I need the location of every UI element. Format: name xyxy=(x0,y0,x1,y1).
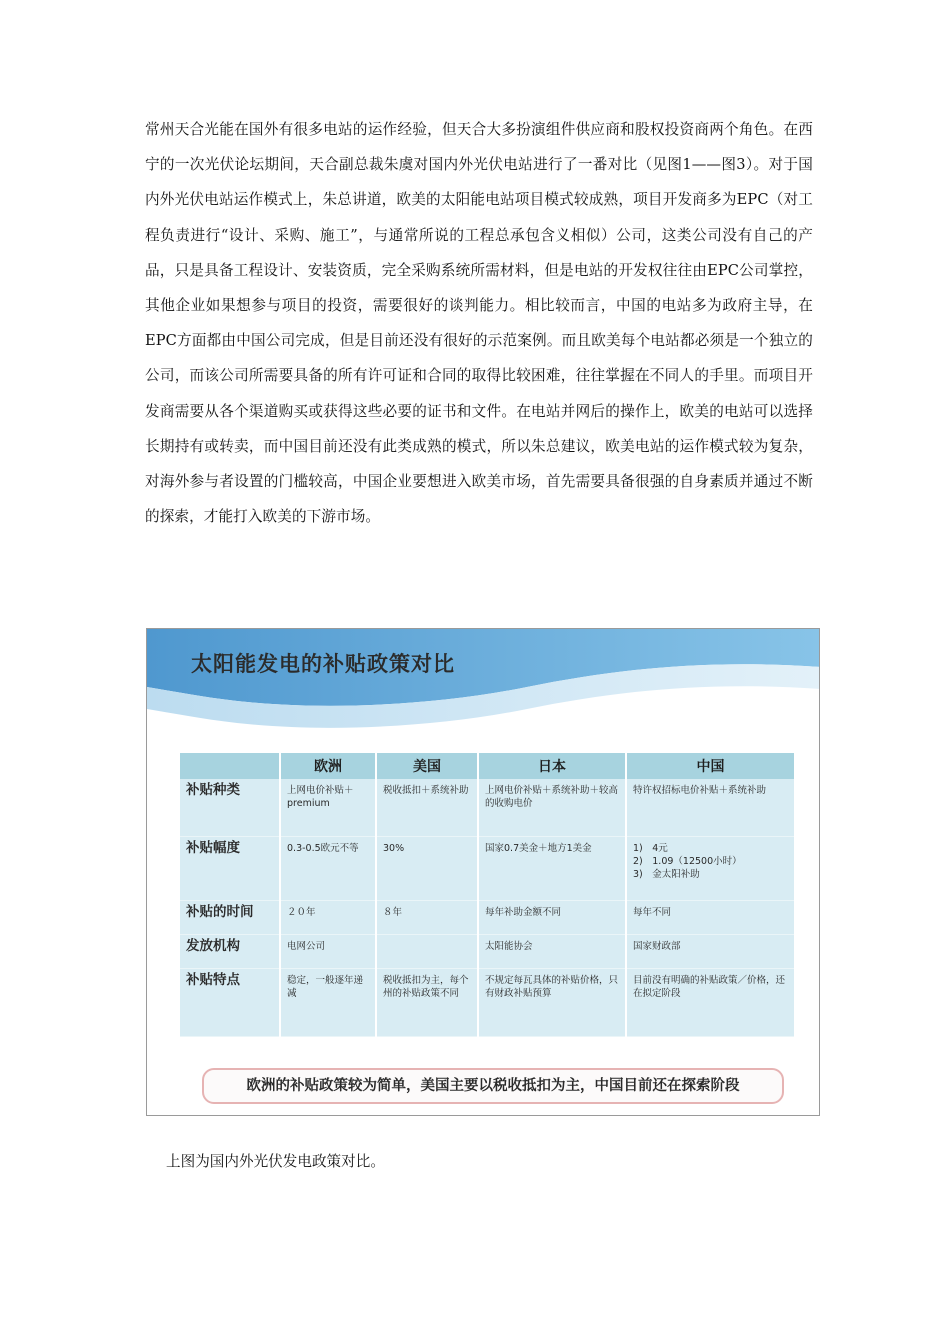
row-label: 补贴的时间 xyxy=(180,901,280,935)
table-cell: 税收抵扣＋系统补助 xyxy=(376,779,478,837)
table-header-cell: 美国 xyxy=(376,753,478,779)
table-cell: 税收抵扣为主，每个州的补贴政策不同 xyxy=(376,969,478,1037)
table-row xyxy=(180,969,795,1037)
table-cell xyxy=(376,935,478,969)
table-cell: 0.3-0.5欧元不等 xyxy=(280,837,376,901)
table-header-cell: 日本 xyxy=(478,753,626,779)
table-header-row xyxy=(180,753,795,779)
table-row xyxy=(180,901,795,935)
row-label: 补贴特点 xyxy=(180,969,280,1037)
table-cell: 上网电价补贴＋premium xyxy=(280,779,376,837)
table-cell: 上网电价补贴＋系统补助＋较高的收购电价 xyxy=(478,779,626,837)
table-cell: ８年 xyxy=(376,901,478,935)
figure-title: 太阳能发电的补贴政策对比 xyxy=(191,651,455,676)
row-label: 发放机构 xyxy=(180,935,280,969)
table-cell: 太阳能协会 xyxy=(478,935,626,969)
table-cell: 国家0.7美金＋地方1美金 xyxy=(478,837,626,901)
table-header-cell: 欧洲 xyxy=(280,753,376,779)
table-cell: 30% xyxy=(376,837,478,901)
table-header-cell xyxy=(180,753,280,779)
table-row xyxy=(180,935,795,969)
table-cell: 1) 4元 2) 1.09（12500小时） 3) 金太阳补助 xyxy=(626,837,795,901)
figure-summary-banner: 欧洲的补贴政策较为简单，美国主要以税收抵扣为主，中国目前还在探索阶段 xyxy=(202,1068,784,1104)
figure-caption: 上图为国内外光伏发电政策对比。 xyxy=(166,1153,385,1170)
table-cell: 每年不同 xyxy=(626,901,795,935)
table-cell: 每年补助金额不同 xyxy=(478,901,626,935)
subsidy-policy-figure xyxy=(146,628,820,1116)
row-label: 补贴幅度 xyxy=(180,837,280,901)
table-row xyxy=(180,779,795,837)
figure-header-wave xyxy=(147,629,820,749)
table-cell: 电网公司 xyxy=(280,935,376,969)
table-cell: 目前没有明确的补贴政策／价格，还在拟定阶段 xyxy=(626,969,795,1037)
table-cell: ２０年 xyxy=(280,901,376,935)
table-cell: 特许权招标电价补贴＋系统补助 xyxy=(626,779,795,837)
table-header-cell: 中国 xyxy=(626,753,795,779)
subsidy-table xyxy=(180,753,796,1037)
row-label: 补贴种类 xyxy=(180,779,280,837)
body-paragraph: 常州天合光能在国外有很多电站的运作经验，但天合大多扮演组件供应商和股权投资商两个角色。在西宁的一次光伏论坛期间，天合副总裁朱虞对国内外光伏电站进行了一番对比（见图1——图3）。对于国内外光伏电站运作模式上，朱总讲道，欧美的太阳能电站项目模式较成熟，项目开发商多为EPC（对工程负责进行“设计、采购、施工”，与通常所说的工程总承包含义相似）公司，这类公司没有自己的产品，只是具备工程设计、安装资质，完全采购系统所需材料，但是电站的开发权往往由EPC公司掌控，其他企业如果想参与项目的投资，需要很好的谈判能力。相比较而言，中国的电站多为政府主导，在EPC方面都由中国公司完成，但是目前还没有很好的示范案例。而且欧美每个电站都必须是一个独立的公司，而该公司所需要具备的所有许可证和合同的取得比较困难，往往掌握在不同人的手里。而项目开发商需要从各个渠道购买或获得这些必要的证书和文件。在电站并网后的操作上，欧美的电站可以选择长期持有或转卖，而中国目前还没有此类成熟的模式，所以朱总建议，欧美电站的运作模式较为复杂，对海外参与者设置的门槛较高，中国企业要想进入欧美市场，首先需要具备很强的自身素质并通过不断的探索，才能打入欧美的下游市场。 xyxy=(145,121,813,526)
table-row xyxy=(180,837,795,901)
table-cell: 稳定，一般逐年递减 xyxy=(280,969,376,1037)
table-cell: 不规定每瓦具体的补贴价格，只有财政补贴预算 xyxy=(478,969,626,1037)
table-cell: 国家财政部 xyxy=(626,935,795,969)
